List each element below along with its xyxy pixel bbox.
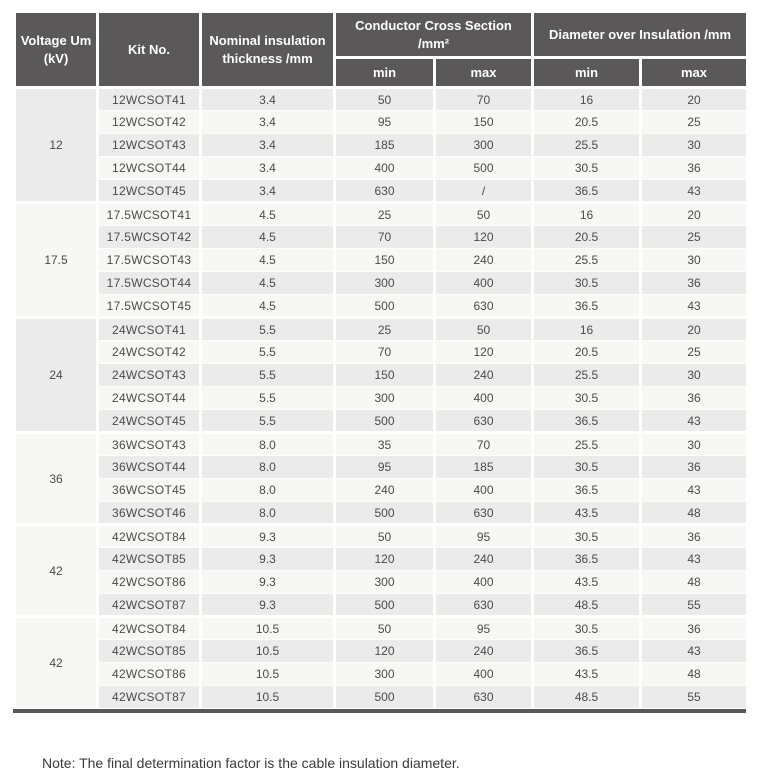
thickness-cell: 4.5 xyxy=(201,272,335,295)
thickness-cell: 3.4 xyxy=(201,88,335,111)
table-row xyxy=(15,548,748,571)
ccs-max-cell: / xyxy=(435,180,533,203)
table-row xyxy=(15,571,748,594)
ccs-max-cell: 630 xyxy=(435,594,533,617)
thickness-cell: 8.0 xyxy=(201,502,335,525)
doi-max-cell: 36 xyxy=(641,157,748,180)
ccs-min-cell: 150 xyxy=(335,364,435,387)
table-row xyxy=(15,203,748,226)
doi-max-cell: 36 xyxy=(641,525,748,548)
kit-no-cell: 36WCSOT46 xyxy=(98,502,201,525)
ccs-max-cell: 120 xyxy=(435,341,533,364)
doi-max-cell: 36 xyxy=(641,387,748,410)
table-body xyxy=(15,88,748,709)
table-row xyxy=(15,456,748,479)
ccs-min-cell: 50 xyxy=(335,617,435,640)
kit-no-cell: 12WCSOT42 xyxy=(98,111,201,134)
doi-max-cell: 20 xyxy=(641,88,748,111)
ccs-max-cell: 500 xyxy=(435,157,533,180)
col-header-nominal-insulation-thickness: Nominal insulation thickness /mm xyxy=(201,12,335,88)
table-row xyxy=(15,617,748,640)
table-row xyxy=(15,88,748,111)
table-row xyxy=(15,249,748,272)
kit-no-cell: 42WCSOT84 xyxy=(98,525,201,548)
table-row xyxy=(15,134,748,157)
table-header xyxy=(15,12,748,88)
table-row xyxy=(15,686,748,709)
table-row xyxy=(15,111,748,134)
doi-max-cell: 48 xyxy=(641,571,748,594)
thickness-cell: 5.5 xyxy=(201,318,335,341)
ccs-max-cell: 630 xyxy=(435,686,533,709)
ccs-max-cell: 240 xyxy=(435,640,533,663)
ccs-min-cell: 300 xyxy=(335,663,435,686)
kit-no-cell: 42WCSOT87 xyxy=(98,594,201,617)
thickness-cell: 8.0 xyxy=(201,456,335,479)
ccs-min-cell: 500 xyxy=(335,594,435,617)
thickness-cell: 5.5 xyxy=(201,341,335,364)
ccs-min-cell: 500 xyxy=(335,295,435,318)
voltage-group-cell: 17.5 xyxy=(15,203,98,318)
kit-no-cell: 36WCSOT45 xyxy=(98,479,201,502)
doi-max-cell: 30 xyxy=(641,249,748,272)
doi-max-cell: 43 xyxy=(641,640,748,663)
thickness-cell: 3.4 xyxy=(201,111,335,134)
ccs-max-cell: 95 xyxy=(435,525,533,548)
table-row xyxy=(15,410,748,433)
col-header-ccs-min: min xyxy=(335,58,435,88)
doi-min-cell: 25.5 xyxy=(533,249,641,272)
kit-no-cell: 42WCSOT86 xyxy=(98,663,201,686)
doi-max-cell: 30 xyxy=(641,433,748,456)
doi-max-cell: 48 xyxy=(641,502,748,525)
doi-min-cell: 30.5 xyxy=(533,617,641,640)
kit-no-cell: 12WCSOT41 xyxy=(98,88,201,111)
doi-min-cell: 36.5 xyxy=(533,295,641,318)
table-note: Note: The final determination factor is the cable insulation diameter. xyxy=(42,755,460,771)
doi-max-cell: 30 xyxy=(641,364,748,387)
kit-no-cell: 42WCSOT85 xyxy=(98,548,201,571)
ccs-max-cell: 240 xyxy=(435,364,533,387)
doi-min-cell: 20.5 xyxy=(533,226,641,249)
ccs-max-cell: 240 xyxy=(435,249,533,272)
kit-no-cell: 12WCSOT44 xyxy=(98,157,201,180)
doi-max-cell: 43 xyxy=(641,410,748,433)
doi-min-cell: 43.5 xyxy=(533,502,641,525)
ccs-min-cell: 500 xyxy=(335,686,435,709)
kit-no-cell: 42WCSOT85 xyxy=(98,640,201,663)
table-row xyxy=(15,640,748,663)
thickness-cell: 3.4 xyxy=(201,157,335,180)
ccs-max-cell: 240 xyxy=(435,548,533,571)
ccs-min-cell: 50 xyxy=(335,88,435,111)
ccs-max-cell: 95 xyxy=(435,617,533,640)
ccs-max-cell: 185 xyxy=(435,456,533,479)
table-row xyxy=(15,341,748,364)
table-row xyxy=(15,364,748,387)
doi-max-cell: 55 xyxy=(641,686,748,709)
kit-no-cell: 12WCSOT43 xyxy=(98,134,201,157)
ccs-min-cell: 150 xyxy=(335,249,435,272)
doi-min-cell: 20.5 xyxy=(533,341,641,364)
table-row xyxy=(15,226,748,249)
col-header-voltage: Voltage Um (kV) xyxy=(15,12,98,88)
table-row xyxy=(15,663,748,686)
thickness-cell: 9.3 xyxy=(201,571,335,594)
doi-max-cell: 25 xyxy=(641,341,748,364)
doi-max-cell: 20 xyxy=(641,203,748,226)
voltage-group-cell: 42 xyxy=(15,617,98,709)
kit-no-cell: 17.5WCSOT44 xyxy=(98,272,201,295)
thickness-cell: 5.5 xyxy=(201,364,335,387)
voltage-group-cell: 12 xyxy=(15,88,98,203)
ccs-min-cell: 25 xyxy=(335,318,435,341)
kit-no-cell: 24WCSOT42 xyxy=(98,341,201,364)
ccs-max-cell: 400 xyxy=(435,571,533,594)
ccs-max-cell: 150 xyxy=(435,111,533,134)
col-header-diameter-over-insulation: Diameter over Insulation /mm xyxy=(533,12,748,58)
ccs-max-cell: 400 xyxy=(435,479,533,502)
table-row xyxy=(15,525,748,548)
ccs-min-cell: 300 xyxy=(335,571,435,594)
voltage-group-cell: 36 xyxy=(15,433,98,525)
doi-min-cell: 25.5 xyxy=(533,134,641,157)
ccs-min-cell: 240 xyxy=(335,479,435,502)
spec-table-wrap xyxy=(13,10,746,713)
table-row xyxy=(15,295,748,318)
doi-min-cell: 16 xyxy=(533,318,641,341)
ccs-max-cell: 400 xyxy=(435,663,533,686)
ccs-min-cell: 70 xyxy=(335,226,435,249)
doi-min-cell: 43.5 xyxy=(533,663,641,686)
doi-min-cell: 36.5 xyxy=(533,410,641,433)
doi-max-cell: 36 xyxy=(641,456,748,479)
doi-min-cell: 48.5 xyxy=(533,594,641,617)
thickness-cell: 9.3 xyxy=(201,525,335,548)
thickness-cell: 10.5 xyxy=(201,640,335,663)
ccs-max-cell: 630 xyxy=(435,295,533,318)
doi-min-cell: 25.5 xyxy=(533,364,641,387)
kit-no-cell: 12WCSOT45 xyxy=(98,180,201,203)
kit-no-cell: 24WCSOT41 xyxy=(98,318,201,341)
ccs-min-cell: 630 xyxy=(335,180,435,203)
thickness-cell: 10.5 xyxy=(201,663,335,686)
kit-no-cell: 42WCSOT84 xyxy=(98,617,201,640)
ccs-min-cell: 400 xyxy=(335,157,435,180)
ccs-min-cell: 300 xyxy=(335,387,435,410)
kit-no-cell: 17.5WCSOT45 xyxy=(98,295,201,318)
col-header-ccs-max: max xyxy=(435,58,533,88)
table-row xyxy=(15,502,748,525)
kit-no-cell: 42WCSOT86 xyxy=(98,571,201,594)
voltage-group-cell: 24 xyxy=(15,318,98,433)
doi-max-cell: 48 xyxy=(641,663,748,686)
kit-no-cell: 24WCSOT43 xyxy=(98,364,201,387)
doi-min-cell: 20.5 xyxy=(533,111,641,134)
ccs-min-cell: 50 xyxy=(335,525,435,548)
col-header-kit-no: Kit No. xyxy=(98,12,201,88)
table-row xyxy=(15,594,748,617)
doi-min-cell: 25.5 xyxy=(533,433,641,456)
ccs-min-cell: 95 xyxy=(335,456,435,479)
thickness-cell: 5.5 xyxy=(201,410,335,433)
table-row xyxy=(15,272,748,295)
doi-min-cell: 43.5 xyxy=(533,571,641,594)
doi-min-cell: 30.5 xyxy=(533,272,641,295)
doi-max-cell: 25 xyxy=(641,226,748,249)
kit-no-cell: 36WCSOT44 xyxy=(98,456,201,479)
col-header-doi-min: min xyxy=(533,58,641,88)
thickness-cell: 4.5 xyxy=(201,226,335,249)
thickness-cell: 4.5 xyxy=(201,203,335,226)
ccs-min-cell: 70 xyxy=(335,341,435,364)
thickness-cell: 8.0 xyxy=(201,433,335,456)
ccs-min-cell: 95 xyxy=(335,111,435,134)
ccs-max-cell: 70 xyxy=(435,88,533,111)
doi-min-cell: 48.5 xyxy=(533,686,641,709)
thickness-cell: 4.5 xyxy=(201,249,335,272)
ccs-max-cell: 630 xyxy=(435,410,533,433)
thickness-cell: 3.4 xyxy=(201,180,335,203)
col-header-conductor-cross-section: Conductor Cross Section /mm² xyxy=(335,12,533,58)
thickness-cell: 10.5 xyxy=(201,686,335,709)
ccs-min-cell: 35 xyxy=(335,433,435,456)
ccs-min-cell: 185 xyxy=(335,134,435,157)
thickness-cell: 9.3 xyxy=(201,548,335,571)
doi-min-cell: 36.5 xyxy=(533,548,641,571)
thickness-cell: 5.5 xyxy=(201,387,335,410)
doi-min-cell: 36.5 xyxy=(533,180,641,203)
kit-no-cell: 24WCSOT44 xyxy=(98,387,201,410)
ccs-min-cell: 500 xyxy=(335,410,435,433)
ccs-max-cell: 50 xyxy=(435,318,533,341)
thickness-cell: 8.0 xyxy=(201,479,335,502)
doi-max-cell: 20 xyxy=(641,318,748,341)
doi-max-cell: 30 xyxy=(641,134,748,157)
doi-min-cell: 16 xyxy=(533,203,641,226)
doi-min-cell: 30.5 xyxy=(533,456,641,479)
table-row xyxy=(15,157,748,180)
kit-no-cell: 24WCSOT45 xyxy=(98,410,201,433)
ccs-max-cell: 400 xyxy=(435,272,533,295)
header-row-top xyxy=(15,12,748,58)
doi-max-cell: 43 xyxy=(641,180,748,203)
kit-no-cell: 36WCSOT43 xyxy=(98,433,201,456)
doi-max-cell: 43 xyxy=(641,295,748,318)
kit-no-cell: 42WCSOT87 xyxy=(98,686,201,709)
voltage-group-cell: 42 xyxy=(15,525,98,617)
doi-max-cell: 43 xyxy=(641,479,748,502)
doi-max-cell: 36 xyxy=(641,272,748,295)
kit-no-cell: 17.5WCSOT41 xyxy=(98,203,201,226)
table-row xyxy=(15,318,748,341)
ccs-max-cell: 630 xyxy=(435,502,533,525)
table-row xyxy=(15,479,748,502)
ccs-max-cell: 300 xyxy=(435,134,533,157)
ccs-min-cell: 500 xyxy=(335,502,435,525)
doi-min-cell: 36.5 xyxy=(533,479,641,502)
table-row xyxy=(15,180,748,203)
doi-min-cell: 30.5 xyxy=(533,387,641,410)
doi-max-cell: 25 xyxy=(641,111,748,134)
doi-min-cell: 36.5 xyxy=(533,640,641,663)
thickness-cell: 4.5 xyxy=(201,295,335,318)
doi-min-cell: 16 xyxy=(533,88,641,111)
ccs-max-cell: 50 xyxy=(435,203,533,226)
ccs-min-cell: 300 xyxy=(335,272,435,295)
ccs-max-cell: 120 xyxy=(435,226,533,249)
ccs-min-cell: 25 xyxy=(335,203,435,226)
table-row xyxy=(15,387,748,410)
col-header-doi-max: max xyxy=(641,58,748,88)
kit-no-cell: 17.5WCSOT43 xyxy=(98,249,201,272)
ccs-max-cell: 400 xyxy=(435,387,533,410)
ccs-min-cell: 120 xyxy=(335,640,435,663)
ccs-min-cell: 120 xyxy=(335,548,435,571)
thickness-cell: 10.5 xyxy=(201,617,335,640)
kit-no-cell: 17.5WCSOT42 xyxy=(98,226,201,249)
table-row xyxy=(15,433,748,456)
ccs-max-cell: 70 xyxy=(435,433,533,456)
doi-min-cell: 30.5 xyxy=(533,525,641,548)
thickness-cell: 3.4 xyxy=(201,134,335,157)
doi-max-cell: 43 xyxy=(641,548,748,571)
cold-shrink-kit-spec-table xyxy=(13,10,749,709)
doi-min-cell: 30.5 xyxy=(533,157,641,180)
doi-max-cell: 36 xyxy=(641,617,748,640)
thickness-cell: 9.3 xyxy=(201,594,335,617)
doi-max-cell: 55 xyxy=(641,594,748,617)
